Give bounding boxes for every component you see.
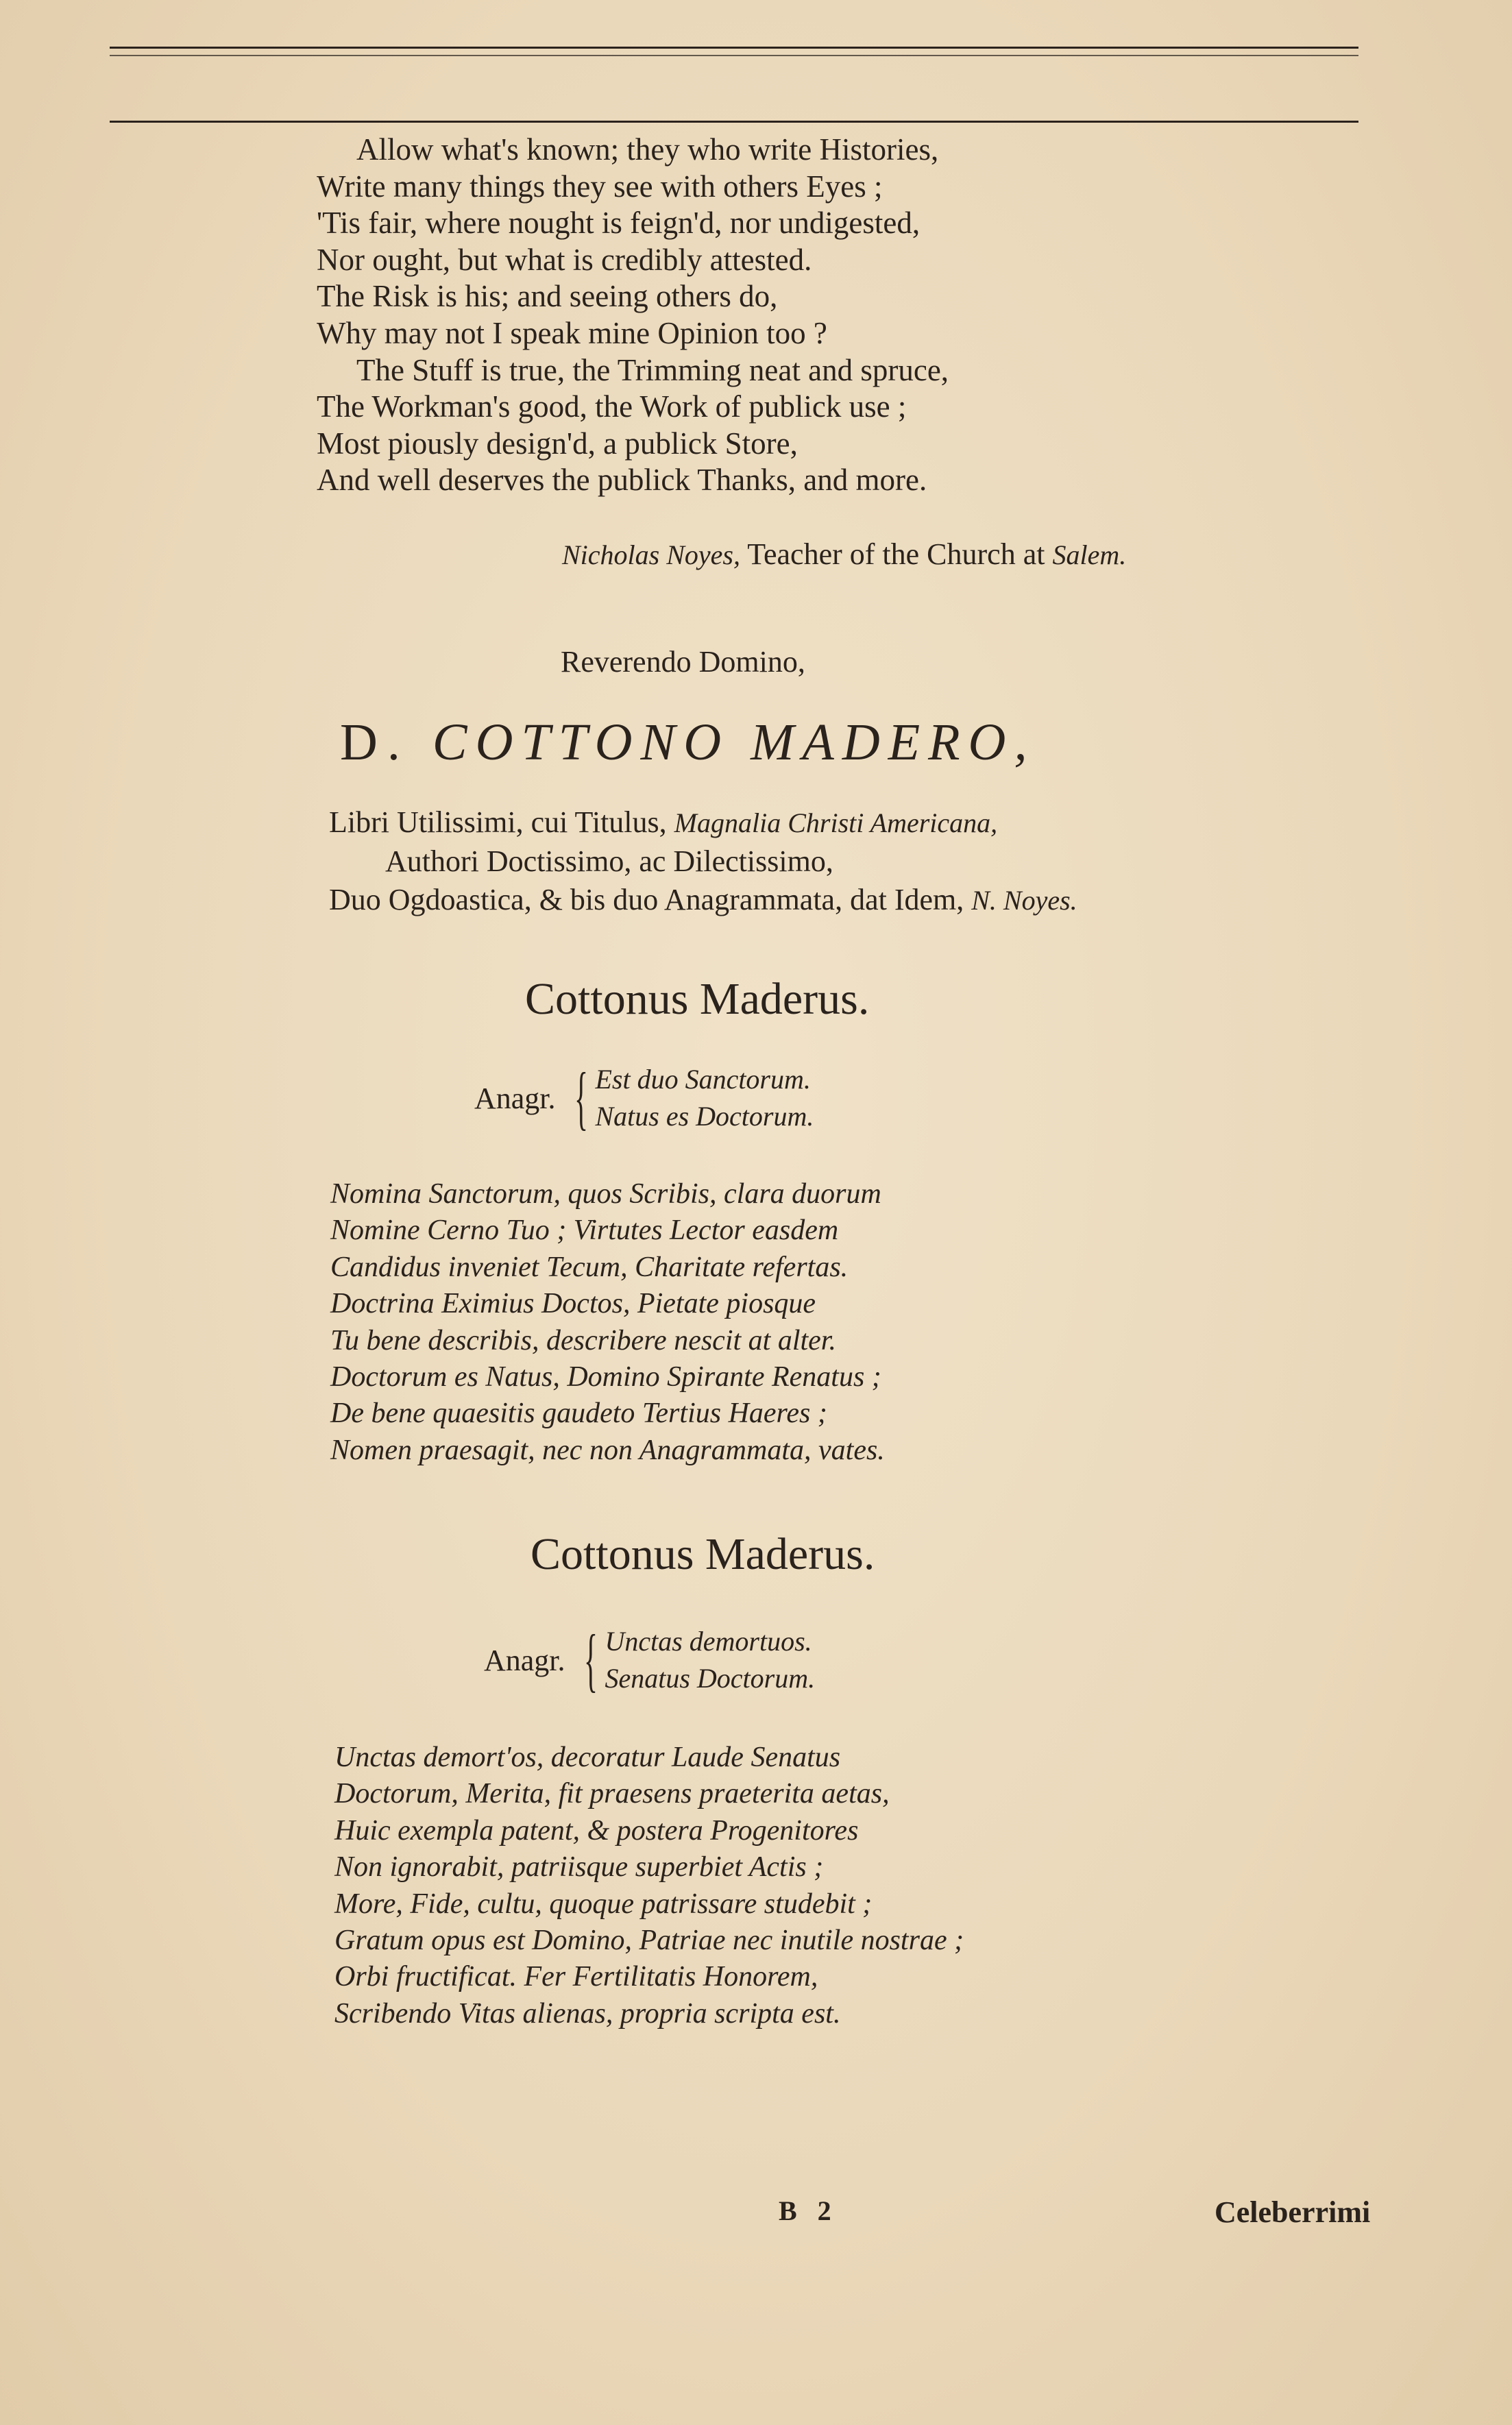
signature-mark: B 2 [779,2195,838,2226]
anagram-lines [595,1061,814,1135]
book-title: Magnalia Christi Americana, [674,807,998,838]
header-rule [110,121,1358,123]
verse-line: More, Fide, cultu, quoque patrissare studebit ; [334,1888,873,1920]
anagram-line: Est duo Sanctorum. [595,1064,811,1095]
dedication-text [329,803,1077,920]
verse-line: Orbi fructificat. Fer Fertilitatis Honorem, [334,1961,818,1993]
verse-line: Nomen praesagit, nec non Anagrammata, vates. [330,1434,885,1466]
poem-line: The Stuff is true, the Trimming neat and spruce, [356,352,949,387]
verse-line: Nomine Cerno Tuo ; Virtutes Lector easdem [330,1215,839,1247]
libri-line: Libri Utilissimi, cui Titulus, [329,805,674,839]
verse-line: De bene quaesitis gaudeto Tertius Haeres ; [330,1398,827,1430]
author-role: Teacher of the Church at [740,537,1053,571]
verse-line: Doctrina Eximius Doctos, Pietate piosque [330,1288,816,1320]
libri-line: Authori Doctissimo, ac Dilectissimo, [385,844,833,878]
anagram-line: Unctas demortuos. [605,1626,812,1657]
latin-verse [334,1740,964,2032]
dedicator-signature: N. Noyes. [971,885,1077,916]
catchword: Celeberrimi [1215,2195,1371,2229]
poem-line: Most piously design'd, a publick Store, [317,426,798,461]
poem-line: The Workman's good, the Work of publick use ; [317,389,907,424]
author-place: Salem. [1052,539,1127,570]
verse-line: Tu bene describis, describere nescit at alter. [330,1324,836,1356]
dedication-salutation: Reverendo Domino, [561,645,805,679]
section-title: Cottonus Maderus. [531,1529,875,1579]
heading-prefix: D. [340,714,432,771]
poem-line: Why may not I speak mine Opinion too ? [317,315,827,350]
section-title: Cottonus Maderus. [525,974,870,1024]
verse-line: Gratum opus est Domino, Patriae nec inutile nostrae ; [334,1925,964,1957]
anagram-line: Natus es Doctorum. [595,1101,814,1132]
poem-line: Allow what's known; they who write Histories, [356,132,939,167]
libri-line: Duo Ogdoastica, & bis duo Anagrammata, dat Idem, [329,883,972,916]
anagram-label: Anagr. [474,1081,556,1115]
verse-line: Doctorum es Natus, Domino Spirante Renatus ; [330,1361,881,1393]
verse-line: Nomina Sanctorum, quos Scribis, clara duorum [330,1178,881,1210]
poem-line: And well deserves the publick Thanks, and more. [317,463,927,498]
poem-line: Nor ought, but what is credibly attested. [317,242,812,277]
anagram-block [474,1058,814,1137]
verse-line: Candidus inveniet Tecum, Charitate refertas. [330,1251,849,1283]
brace-glyph: { [574,1058,588,1137]
top-rule [110,47,1358,49]
poem-line: The Risk is his; and seeing others do, [317,279,778,314]
verse-line: Scribendo Vitas alienas, propria scripta est. [334,1997,841,2030]
poem [317,132,949,499]
brace-glyph: { [583,1620,598,1699]
dedication-heading [340,713,1035,772]
top-rule-thin [110,55,1358,56]
verse-line: Non ignorabit, patriisque superbiet Actis ; [334,1851,824,1884]
poem-line: Write many things they see with others Eyes ; [317,169,883,204]
verse-line: Huic exempla patent, & postera Progenitores [334,1814,859,1847]
verse-line: Unctas demort'os, decoratur Laude Senatus [334,1742,841,1773]
anagram-label: Anagr. [484,1643,565,1677]
anagram-line: Senatus Doctorum. [605,1663,816,1694]
latin-verse [330,1176,885,1469]
poem-attribution [562,537,1126,572]
heading-name: COTTONO MADERO, [432,714,1036,771]
anagram-lines [605,1623,815,1697]
verse-line: Doctorum, Merita, fit praesens praeterita aetas, [334,1778,890,1810]
poem-line: 'Tis fair, where nought is feign'd, nor undigested, [317,206,920,241]
author-name: Nicholas Noyes, [562,539,740,570]
anagram-block [484,1620,816,1699]
